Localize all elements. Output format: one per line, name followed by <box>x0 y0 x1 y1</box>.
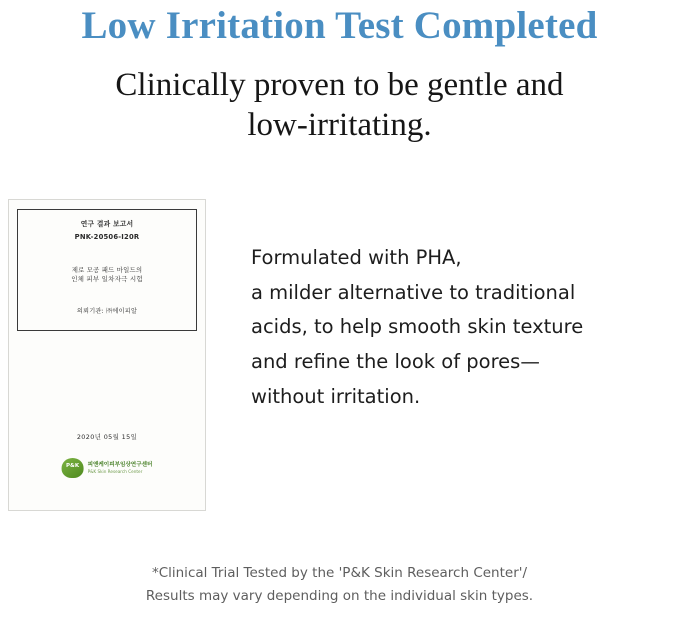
subtitle <box>40 65 640 146</box>
certificate-date: 2020년 05월 15일 <box>76 433 138 441</box>
body-line-5: without irritation. <box>251 384 421 408</box>
footnote <box>0 562 679 608</box>
certificate-subject-line-1: 제로 모공 패드 마일드의 <box>71 265 143 274</box>
pk-logo-text <box>88 462 153 474</box>
body-copy <box>251 241 671 415</box>
page-title: Low Irritation Test Completed <box>81 4 598 47</box>
body-line-3: acids, to help smooth skin texture <box>251 315 584 339</box>
body-line-2: a milder alternative to traditional <box>251 280 576 304</box>
leaf-icon <box>62 458 84 478</box>
pk-logo <box>62 458 153 478</box>
certificate-code: PNK-20506-I20R <box>74 232 140 241</box>
pk-logo-name-en: P&K Skin Research Center <box>87 468 143 474</box>
certificate-subject-line-2: 인체 피부 일차자극 시험 <box>71 274 143 283</box>
body-line-1: Formulated with PHA, <box>251 246 462 269</box>
subtitle-line-2: low-irritating. <box>247 107 432 144</box>
certificate-organization: 의뢰기관: ㈜에이피알 <box>76 308 138 316</box>
footnote-line-2: Results may vary depending on the individual skin types. <box>145 587 534 604</box>
content-section <box>0 199 679 519</box>
pk-logo-name-kr: 피앤케이피부임상연구센터 <box>87 462 153 469</box>
promo-page <box>0 6 679 620</box>
footnote-line-1: *Clinical Trial Tested by the 'P&K Skin Research Center'/ <box>151 564 528 581</box>
subtitle-line-1: Clinically proven to be gentle and <box>115 66 564 103</box>
certificate-title: 연구 결과 보고서 <box>80 220 134 228</box>
body-line-4: and refine the look of pores— <box>251 350 540 374</box>
certificate-header-box <box>17 209 197 331</box>
certificate-image <box>8 199 206 511</box>
